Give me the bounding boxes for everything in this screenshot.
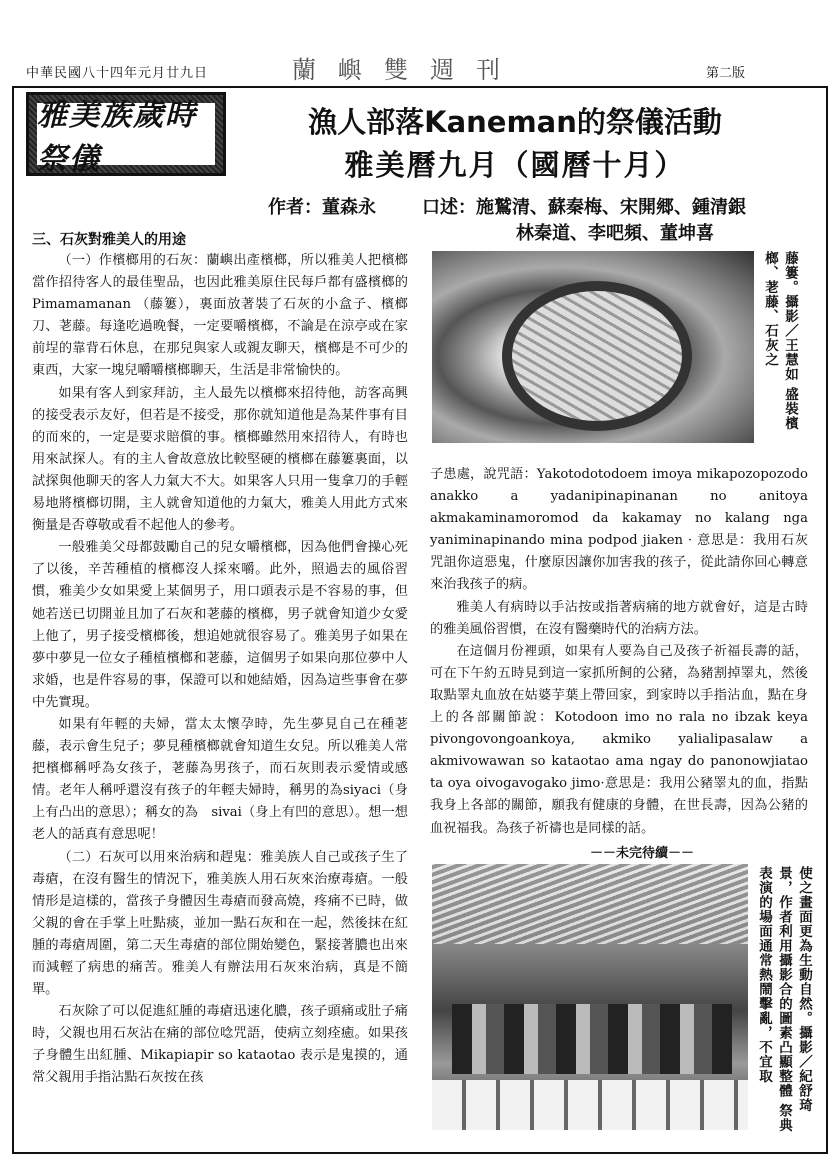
article-title: 漁人部落Kaneman的祭儀活動	[308, 105, 722, 139]
paragraph: 如果有客人到家拜訪，主人最先以檳榔來招待他，訪客高興的接受表示友好，但若是不接受，那你就知道他是為某件事有目的而來的，一定是要求賠償的事。檳榔雖然用來招待人，有時也用來試探人。有的主人會故意放比較堅硬的檳榔在藤簍裏面，以試探與他聊天的客人力氣大不大。如果客人只用一隻拿刀的手輕易地將檳榔切開，主人就會知道他的力氣大，雅美人用此方式來衡量是否尊敬或看不起他人的參考。	[32, 385, 408, 534]
paragraph: 石灰除了可以促進紅腫的毒瘡迅速化膿，孩子頭痛或肚子痛時，父親也用石灰沾在痛的部位唸咒語，使病立刻痊癒。如果孩子身體生出紅腫、Mikapiapir so kataotao 表示是鬼摸的，通常父親用手指沾點石灰按在孩	[32, 1004, 408, 1086]
newspaper-name: 蘭嶼雙週刊	[292, 56, 522, 84]
paragraph: 如果有年輕的夫婦，當太太懷孕時，先生夢見自己在種荖藤，表示會生兒子；夢見種檳榔就會知道生女兒。所以雅美人常把檳榔稱呼為女孩子，荖藤為男孩子，而石灰則表示愛情或感情。老年人稱呼還沒有孩子的年輕夫婦時，稱男的為siyaci（身上有凸出的意思）；稱女的為 sivai（身上有凹的意思）。想一想老人的話真有意思呢！	[32, 716, 408, 843]
paragraph: 子患處，說咒語：Yakotodotodoem imoya mikapozopozodo anakko a yadanipinapinanan no anitoya akmakaminamoromod da kakamay no kalang nga yaniminapinando mina podpod jiaken · 意思是：我用石灰咒詛你這惡鬼，什麼原因讓你加害我的孩子，從此請你回心轉意來治我孩子的病。	[430, 467, 808, 593]
article-subtitle: 雅美曆九月（國曆十月）	[344, 148, 686, 182]
rattan-basket-image	[502, 281, 692, 431]
ceremony-photo	[432, 864, 748, 1130]
left-column	[32, 250, 408, 1090]
section-heading: 三、石灰對雅美人的用途	[32, 232, 186, 248]
crowd-image	[452, 1004, 732, 1074]
to-be-continued: －－未完待續－－	[590, 846, 695, 861]
narrators-line-1: 口述：施鷲清、蘇秦梅、宋開郷、鍾清銀	[422, 197, 746, 218]
column-stamp	[26, 92, 226, 176]
canopy-image	[432, 864, 748, 944]
paragraph: （二）石灰可以用來治病和趕鬼：雅美族人自己或孩子生了毒瘡，在沒有醫生的情況下，雅美族人用石灰來治療毒瘡。一般情形是這樣的，當孩子身體因生毒瘡而發高燒，疼痛不已時，做父親的會在手掌上吐點痰，並加一點石灰和在一起，然後抹在紅腫的毒瘡周圍，第二天生毒瘡的部位開始變色，緊接著膿也出來而減輕了病患的痛苦。雅美人有辦法用石灰來治病，真是不簡單。	[32, 849, 408, 998]
right-column	[430, 464, 808, 840]
column-stamp-text: 雅美族歲時祭儀	[37, 103, 215, 165]
photo-caption: 藤簍。攝影／王慧如 盛裝檳榔、荖藤、石灰之	[762, 251, 798, 431]
page-number: 第二版	[706, 66, 746, 81]
issue-date: 中華民國八十四年元月廿九日	[26, 66, 209, 81]
paragraph: 一般雅美父母都鼓勵自己的兒女嚼檳榔，因為他們會操心死了以後，辛苦種植的檳榔沒人採來嚼。此外，照過去的風俗習慣，雅美少女如果愛上某個男子，用口頭表示是不容易的事，但她若送已切開並且加了石灰和荖藤的檳榔，男子就會知道少女愛上他了，男子接受檳榔後，想追她就很容易了。雅美男子如果在夢中夢見一位女子種植檳榔和荖藤，這個男子如果向那位夢中人求婚，也是件容易的事，保證可以和她結婚，因為這些事會在夢中先實現。	[32, 540, 408, 710]
basket-photo	[432, 251, 754, 443]
author-line: 作者：董森永	[268, 197, 376, 218]
paragraph: 雅美人有病時以手沾按或指著病痛的地方就會好，這是古時的雅美風俗習慣，在沒有醫藥時代的治病方法。	[430, 599, 808, 637]
paragraph: （一）作檳榔用的石灰：蘭嶼出產檳榔，所以雅美人把檳榔當作招待客人的最佳聖品，也因此雅美原住民每戶都有盛檳榔的Pimamamanan （藤簍），裏面放著裝了石灰的小盒子、檳榔刀、荖藤。每逢吃過晚餐，一定要嚼檳榔，不論是在涼亭或在家前埕的靠背石休息，在那兒與家人或親友聊天，檳榔是不可少的東西，大家一塊兒嚼嚼檳榔聊天，生活是非常愉快的。	[32, 253, 408, 379]
photo-caption: 使之畫面更為生動自然。攝影／紀舒琦 景，作者利用攝影合的圖素凸顯整體 祭典表演的場面通常熱鬧擊亂，不宜取	[756, 866, 812, 1133]
boat-pattern-image	[432, 1080, 748, 1130]
paragraph: 在這個月份裡頭，如果有人要為自己及孩子祈福長壽的話，可在下午約五時見到這一家抓所飼的公豬，為豬割掉睪丸，然後取點睪丸血放在姑婆芋葉上帶回家，到家時以手指沾血，點在身上的各部關節說：Kotodoon imo no rala no ibzak keya pivongovongoankoya, akmiko yalialipasalaw a akmivowawan so kataotao ama ngay do panonowjiatao ta oya oivogavogako jimo·意思是：我用公豬睪丸的血，指點我身上各部的關節，願我有健康的身體，在世長壽，因為公豬的血祝福我。為孩子祈禱也是同樣的話。	[430, 643, 808, 836]
narrators-line-2: 林秦道、李吧頻、董坤喜	[516, 223, 714, 244]
